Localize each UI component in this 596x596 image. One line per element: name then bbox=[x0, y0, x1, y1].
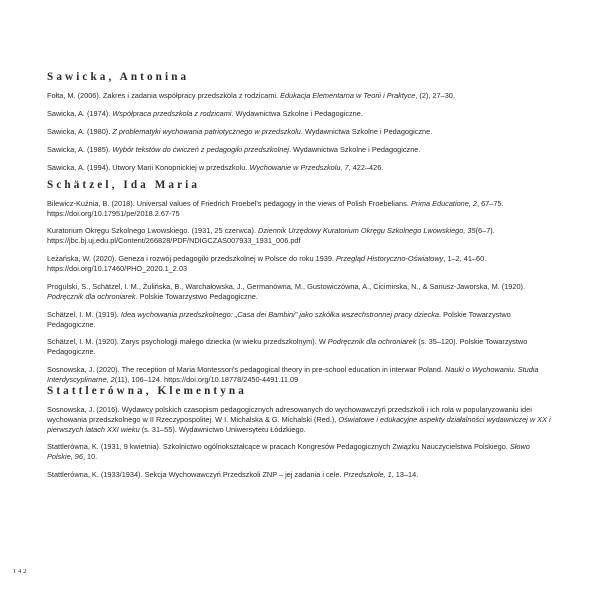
reference-entry: Sosnowska, J. (2016). Wydawcy polskich czasopism pedagogicznych adresowanych do wychowawczyń przedszkoli i ich rola w popularyzowaniu idei wychowania przedszkolnego w II Rzeczypospolitej. W I. Michalska & G. Michalski (Red.), Oświatowe i edukacyjne aspekty działalności wydawniczej w XX i pierwszych latach XXI wieku (s. 31–55). Wydawnictwo Uniwersytetu Łódzkiego. bbox=[47, 405, 551, 434]
reference-entry: Sosnowska, J. (2020). The reception of Maria Montessori's pedagogical theory in pre-school education in interwar Poland. Nauki o Wychowaniu. Studia Interdyscyplinarne, 2(11), 106–124. https://doi.org/10.18778/2450-4491.11.09 bbox=[47, 365, 539, 384]
reference-entry: Schätzel, I. M. (1919). Idea wychowania przedszkolnego: „Casa dei Bambini" jako szkółka wszechstronnej pracy dziecka. Polskie Towarzystwo Pedagogiczne. bbox=[47, 310, 511, 329]
reference-entry: Fołta, M. (2006). Zakres i zadania współpracy przedszkola z rodzicami. Edukacja Elementarna w Teorii i Praktyce, (2), 27–30. bbox=[47, 91, 455, 100]
section-heading: Stattlerówna, Klementyna bbox=[47, 385, 247, 397]
section-stattlerowna bbox=[47, 385, 555, 479]
reference-entry: Schätzel, I. M. (1920). Zarys psychologji małego dziecka (w wieku przedszkolnym). W Podręcznik dla ochroniarek (s. 35–120). Polskie Towarzystwo Pedagogiczne. bbox=[47, 337, 528, 356]
reference-entry: Bilewicz-Kuźnia, B. (2018). Universal values of Friedrich Froebel's pedagogy in the views of Polish Froebelians. Prima Educatione, 2, 67–75. https://doi.org/10.17951/pe/2018.2.67-75 bbox=[47, 199, 504, 218]
reference-entry: Sawicka, A. (1980). Z problematyki wychowania patriotycznego w przedszkolu. Wydawnictwa Szkolne i Pedagogiczne. bbox=[47, 127, 433, 136]
section-schatzel bbox=[47, 179, 555, 384]
page-number: 142 bbox=[13, 568, 29, 575]
reference-entry: Sawicka, A. (1974). Współpraca przedszkola z rodzicami. Wydawnictwa Szkolne i Pedagogiczne. bbox=[47, 109, 363, 118]
reference-entry: Kuratorium Okręgu Szkolnego Lwowskiego. (1931, 25 czerwca). Dziennik Urzędowy Kuratorium Okręgu Szkolnego Lwowskiego, 35(6–7). https://jbc.bj.uj.edu.pl/Content/266828/PDF/NDIGCZAS007933_1931_006.pdf bbox=[47, 226, 495, 245]
reference-entry: Stattlerówna, K. (1933/1934). Sekcja Wychowawczyń Przedszkoli ZNP – jej zadania i cele. Przedszkole, 1, 13–14. bbox=[47, 470, 419, 479]
reference-entry: Progulski, S., Schätzel, I. M., Żulińska, B., Warchałowska, J., Germanówna, M., Gustowiczówna, A., Cicimirska, N., & Sariusz-Jaworska, M. (1920). Podręcznik dla ochroniarek. Polskie Towarzystwo Pedagogiczne. bbox=[47, 282, 526, 301]
section-heading: Sawicka, Antonina bbox=[47, 71, 190, 83]
section-sawicka bbox=[47, 71, 555, 172]
reference-entry: Sawicka, A. (1994). Utwory Marii Konopnickiej w przedszkolu. Wychowanie w Przedszkolu, 7, 422–426. bbox=[47, 163, 384, 172]
reference-entry: Sawicka, A. (1985). Wybór tekstów do ćwiczeń z pedagogiki przedszkolnej. Wydawnictwa Szkolne i Pedagogiczne. bbox=[47, 145, 421, 154]
reference-entry: Stattlerówna, K. (1931, 9 kwietnia). Szkolnictwo ogólnokształcące w pracach Kongresów Pedagogicznych Związku Nauczycielstwa Polskiego. Słowo Polskie, 96, 10. bbox=[47, 442, 530, 461]
reference-entry: Leżańska, W. (2020). Geneza i rozwój pedagogiki przedszkolnej w Polsce do roku 1939. Przegląd Historyczno-Oświatowy, 1–2, 41–60. https://doi.org/10.17460/PHO_2020.1_2.03 bbox=[47, 254, 487, 273]
section-heading: Schätzel, Ida Maria bbox=[47, 179, 201, 191]
